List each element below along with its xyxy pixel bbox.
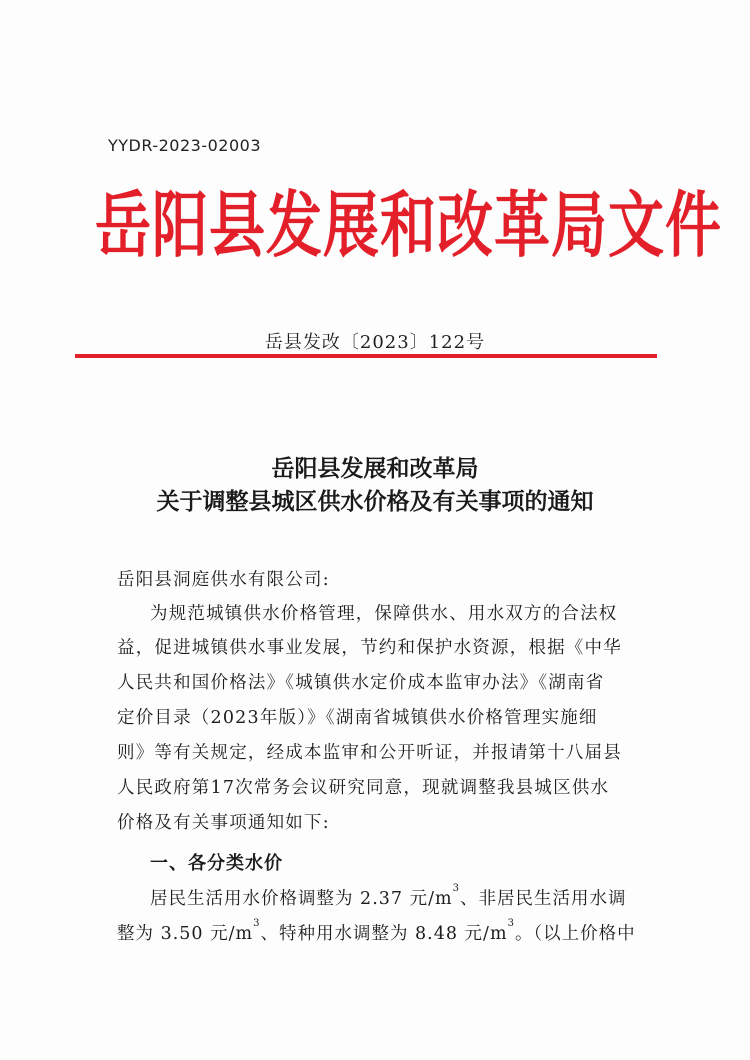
cubic-superscript: 3	[452, 883, 460, 894]
section-heading: 一、各分类水价	[150, 853, 283, 874]
price-text: 居民生活用水价格调整为 2.37 元/m	[150, 889, 453, 909]
price-text: 。（以上价格中	[514, 924, 636, 944]
paragraph-line: 定价目录（2023年版）》《湖南省城镇供水价格管理实施细	[117, 708, 598, 728]
cubic-superscript: 3	[253, 918, 261, 929]
price-text: 、特种用水调整为 8.48 元/m	[260, 924, 508, 944]
notice-title-line1: 岳阳县发展和改革局	[271, 455, 479, 482]
recipient-line: 岳阳县洞庭供水有限公司:	[117, 570, 330, 590]
paragraph-line: 则》等有关规定，经成本监审和公开听证，并报请第十八届县	[117, 743, 622, 763]
red-divider-line	[75, 354, 657, 358]
document-id: YYDR-2023-02003	[108, 136, 261, 155]
paragraph-line: 价格及有关事项通知如下:	[117, 813, 330, 833]
paragraph-line	[117, 920, 636, 945]
document-number: 岳县发改〔2023〕122号	[264, 332, 486, 353]
price-text: 、非居民生活用水调	[459, 889, 627, 909]
paragraph-line: 人民共和国价格法》《城镇供水定价成本监审办法》《湖南省	[117, 673, 605, 693]
cubic-superscript: 3	[507, 918, 515, 929]
paragraph-line: 益，促进城镇供水事业发展，节约和保护水资源，根据《中华	[117, 638, 622, 658]
paragraph-line: 人民政府第17次常务会议研究同意，现就调整我县城区供水	[117, 778, 610, 798]
notice-title-line2: 关于调整县城区供水价格及有关事项的通知	[156, 488, 594, 515]
paragraph-line	[150, 885, 626, 910]
paragraph-line: 为规范城镇供水价格管理，保障供水、用水双方的合法权	[150, 604, 618, 624]
price-text: 整为 3.50 元/m	[117, 924, 254, 944]
issuing-authority-header: 岳阳县发展和改革局文件	[95, 183, 722, 268]
